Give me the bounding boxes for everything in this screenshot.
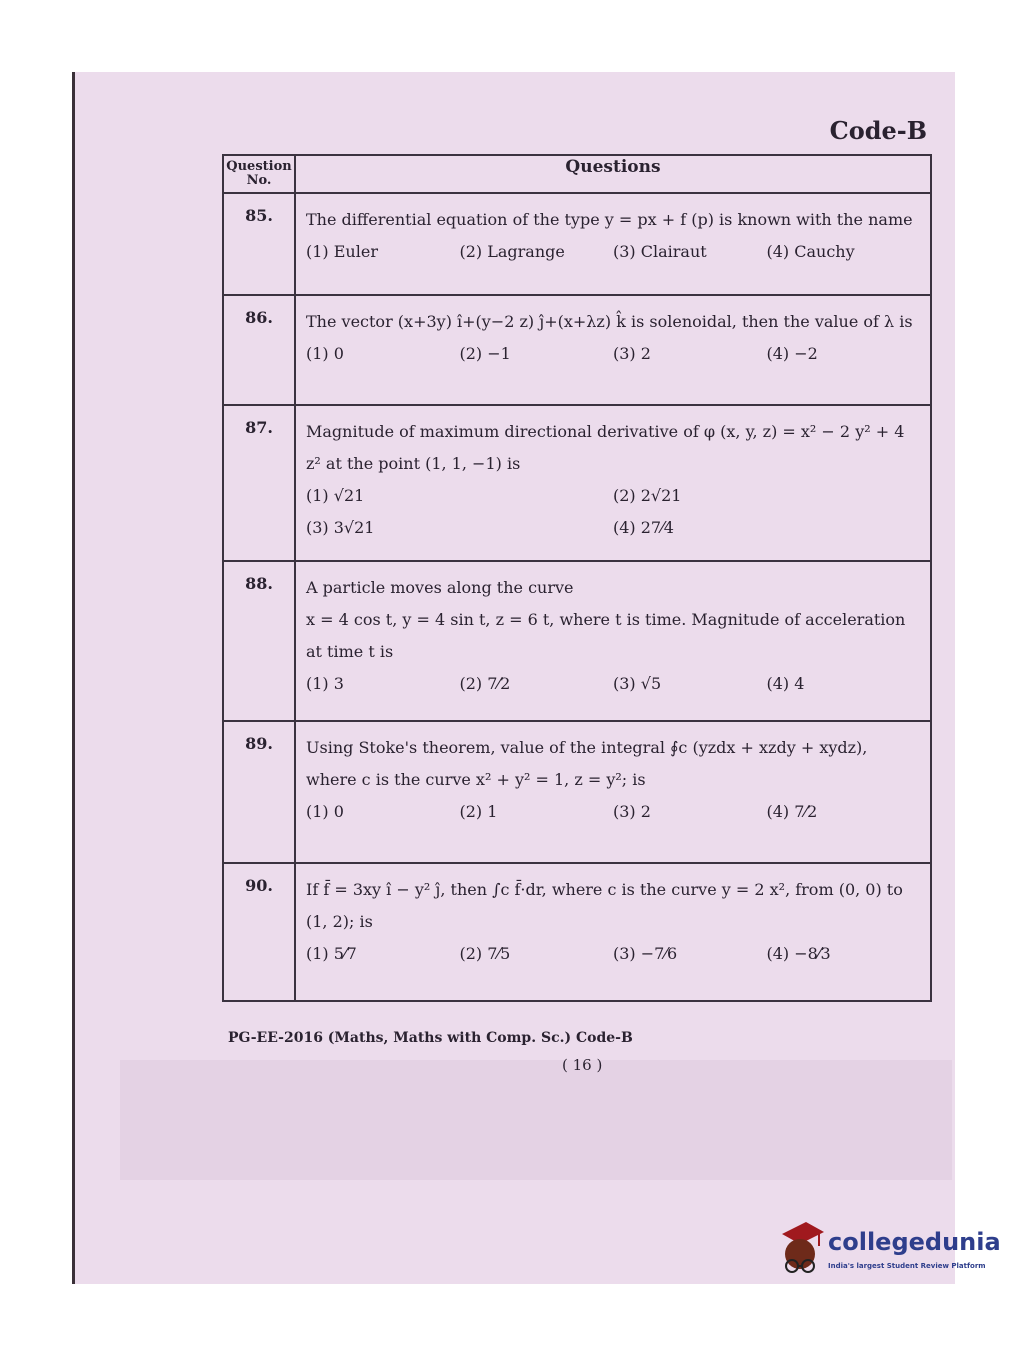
option-1: (1) √21 (306, 486, 365, 505)
option-2: (2) Lagrange (459, 242, 565, 261)
question-number: 88. (223, 561, 295, 721)
option-1: (1) 0 (306, 344, 344, 363)
page-shadow (120, 1060, 952, 1180)
question-row-88 (223, 561, 931, 721)
question-number: 86. (223, 295, 295, 405)
option-4: (4) −2 (766, 344, 818, 363)
question-row-86 (223, 295, 931, 405)
option-1: (1) 0 (306, 802, 344, 821)
question-text: Magnitude of maximum directional derivative of φ (x, y, z) = x² − 2 y² + 4 z² at the point (1, 1, −1) is (306, 422, 905, 473)
options (306, 480, 920, 544)
question-no-header: Question No. (223, 155, 295, 193)
brand-name: collegedunia (828, 1228, 1001, 1256)
option-2: (2) −1 (459, 344, 511, 363)
option-3: (3) 2 (613, 802, 651, 821)
options (306, 796, 920, 828)
option-3: (3) −7⁄6 (613, 944, 678, 963)
question-text: If f̄ = 3xy î − y² ĵ, then ∫c f̄·dr, where c is the curve y = 2 x², from (0, 0) to (1, 2); is (306, 880, 903, 931)
table-header-row (223, 155, 931, 193)
option-4: (4) 4 (766, 674, 805, 693)
questions-header: Questions (295, 155, 931, 193)
brand-tagline: India's largest Student Review Platform (828, 1262, 986, 1270)
questions-table (222, 154, 932, 1002)
option-1: (1) 5⁄7 (306, 944, 357, 963)
question-text-continued: x = 4 cos t, y = 4 sin t, z = 6 t, where t is time. Magnitude of acceleration at time t is (306, 610, 906, 661)
option-4: (4) 7⁄2 (766, 802, 818, 821)
question-text: Using Stoke's theorem, value of the integral ∮c (yzdx + xzdy + xydz), where c is the curve x² + y² = 1, z = y²; is (306, 738, 868, 789)
option-4: (4) Cauchy (766, 242, 855, 261)
mascot-icon (770, 1220, 828, 1280)
option-1: (1) Euler (306, 242, 378, 261)
question-row-87 (223, 405, 931, 561)
option-4: (4) −8⁄3 (766, 944, 831, 963)
question-number: 87. (223, 405, 295, 561)
page-number: ( 16 ) (562, 1056, 603, 1074)
options (306, 338, 920, 370)
options (306, 938, 920, 970)
footer-course: PG-EE-2016 (Maths, Maths with Comp. Sc.) Code-B (228, 1030, 633, 1046)
question-number: 90. (223, 863, 295, 1001)
question-row-90 (223, 863, 931, 1001)
question-text: A particle moves along the curve (306, 578, 574, 597)
question-number: 85. (223, 193, 295, 295)
question-row-89 (223, 721, 931, 863)
brand-logo (770, 1220, 1000, 1310)
paper-code: Code-B (829, 116, 927, 145)
option-2: (2) 7⁄5 (459, 944, 511, 963)
option-3: (3) √5 (613, 674, 662, 693)
options (306, 668, 920, 700)
option-3: (3) 3√21 (306, 518, 375, 537)
option-3: (3) 2 (613, 344, 651, 363)
options (306, 236, 920, 268)
question-text: The differential equation of the type y = px + f (p) is known with the name (306, 210, 913, 229)
question-row-85 (223, 193, 931, 295)
option-3: (3) Clairaut (613, 242, 707, 261)
option-4: (4) 27⁄4 (613, 518, 674, 537)
question-number: 89. (223, 721, 295, 863)
option-1: (1) 3 (306, 674, 344, 693)
option-2: (2) 1 (459, 802, 498, 821)
option-2: (2) 2√21 (613, 486, 682, 505)
question-text: The vector (x+3y) î+(y−2 z) ĵ+(x+λz) k̂ is solenoidal, then the value of λ is (306, 312, 913, 331)
option-2: (2) 7⁄2 (459, 674, 511, 693)
